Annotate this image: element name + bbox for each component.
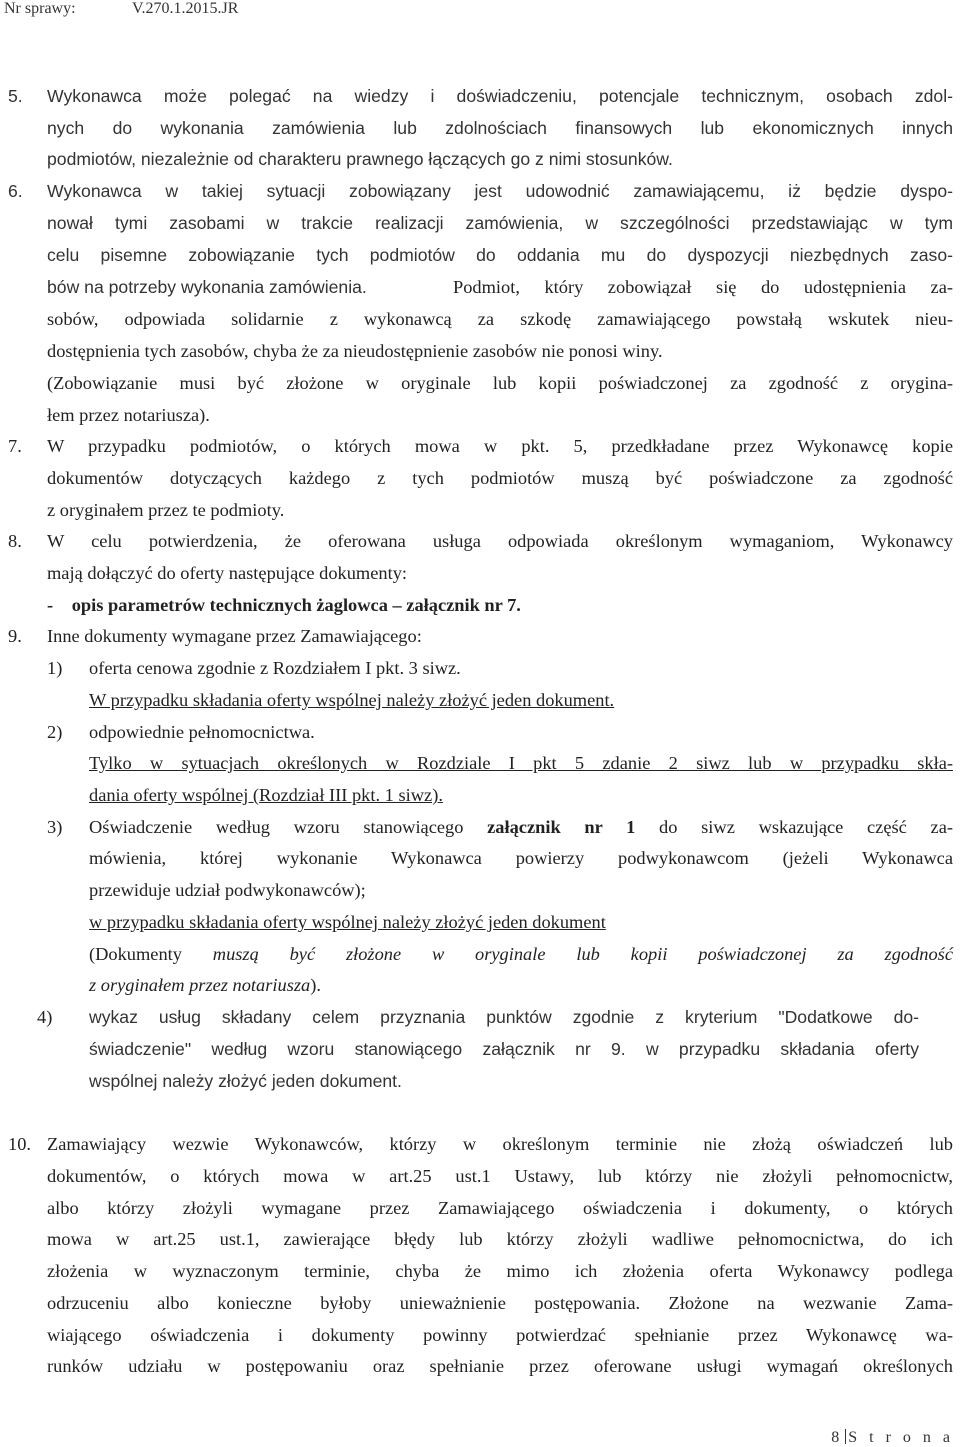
paragraph-line: bów na potrzeby wykonania zamówienia.	[47, 277, 367, 297]
list-item-note: dania oferty wspólnej (Rozdział III pkt. 1 siwz).	[89, 785, 443, 805]
paragraph-line: runków udziału w postępowaniu oraz spełnianie przez oferowane usługi wymagań określonych	[47, 1356, 953, 1376]
paragraph-line: mowa w art.25 ust.1, zawierające błędy lub którzy złożyli wadliwe pełnomocnictwa, do ich	[47, 1229, 953, 1249]
bullet-dash: -	[47, 595, 58, 615]
paragraph-line: podmiotów, niezależnie od charakteru prawnego łączących go z nimi stosunków.	[47, 149, 673, 169]
paragraph-line: W celu potwierdzenia, że oferowana usługa odpowiada określonym wymaganiom, Wykonawcy	[47, 531, 953, 551]
paragraph-line: wiającego oświadczenia i dokumenty powinny potwierdzać spełnianie przez Wykonawcę wa-	[47, 1325, 953, 1345]
paragraph-line: łem przez notariusza).	[47, 405, 210, 425]
list-item-text: mówienia, której wykonanie Wykonawca powierzy podwykonawcom (jeżeli Wykonawca	[89, 848, 953, 868]
paragraph-line: albo którzy złożyli wymagane przez Zamawiającego oświadczenia i dokumenty, o których	[47, 1198, 953, 1218]
paragraph-line: celu pisemne zobowiązanie tych podmiotów do oddania mu do dyspozycji niezbędnych zaso-	[47, 245, 953, 265]
list-item-text	[89, 812, 953, 843]
paragraph-number: 9.	[8, 626, 22, 646]
list-item-note: W przypadku składania oferty wspólnej należy złożyć jeden dokument.	[89, 690, 615, 710]
attachment-bullet	[47, 590, 521, 621]
list-item-text	[89, 939, 953, 970]
text-run: ).	[310, 975, 321, 995]
case-number: V.270.1.2015.JR	[132, 0, 239, 17]
list-item-text: wykaz usług składany celem przyznania punktów zgodnie z kryterium "Dodatkowe do-	[89, 1007, 919, 1027]
bullet-text: opis parametrów technicznych żaglowca – załącznik nr 7.	[71, 595, 521, 615]
page-number: 8	[831, 1429, 844, 1446]
paragraph-line: złożenia w wyznaczonym terminie, chyba że mimo ich złożenia oferta Wykonawcy podlega	[47, 1261, 953, 1281]
list-number: 1)	[47, 658, 63, 678]
case-label: Nr sprawy:	[4, 0, 76, 17]
paragraph-number: 6.	[8, 181, 23, 201]
list-item-text	[89, 970, 321, 1001]
paragraph-line: odrzuceniu albo konieczne byłoby unieważnienie postępowania. Złożone na wezwanie Zama-	[47, 1293, 953, 1313]
paragraph-line: z oryginałem przez te podmioty.	[47, 500, 285, 520]
list-item-text: oferta cenowa zgodnie z Rozdziałem I pkt. 3 siwz.	[89, 658, 461, 678]
list-number: 3)	[47, 817, 63, 837]
footer-separator	[845, 1429, 846, 1444]
text-run: (Dokumenty	[89, 944, 213, 964]
paragraph-line: Podmiot, który zobowiązał się do udostępnienia za-	[453, 277, 953, 297]
paragraph-line: dokumentów dotyczących każdego z tych podmiotów muszą być poświadczone za zgodność	[47, 468, 953, 488]
paragraph-number: 7.	[8, 436, 22, 456]
paragraph-line: nych do wykonania zamówienia lub zdolnościach finansowych lub ekonomicznych innych	[47, 118, 953, 138]
paragraph-line: nował tymi zasobami w trakcie realizacji zamówienia, w szczególności przedstawiając w tym	[47, 213, 953, 233]
list-number: 2)	[47, 722, 63, 742]
text-run: Oświadczenie według wzoru stanowiącego	[89, 817, 488, 837]
case-header	[4, 0, 239, 18]
list-item-text: świadczenie" według wzoru stanowiącego załącznik nr 9. w przypadku składania oferty	[89, 1039, 919, 1059]
text-run: muszą być złożone w oryginale lub kopii poświadczonej za zgodność	[212, 944, 954, 964]
paragraph-line: sobów, odpowiada solidarnie z wykonawcą za szkodę zamawiającego powstałą wskutek nieu-	[47, 309, 953, 329]
list-item-text: przewiduje udział podwykonawców);	[89, 880, 366, 900]
paragraph-line: dostępnienia tych zasobów, chyba że za nieudostępnienie zasobów nie ponosi winy.	[47, 341, 663, 361]
paragraph-number: 8.	[8, 531, 22, 551]
list-number: 4)	[37, 1007, 53, 1027]
text-run: do siwz wskazujące część za-	[635, 817, 953, 837]
paragraph-line: dokumentów, o których mowa w art.25 ust.1 Ustawy, lub którzy nie złożyli pełnomocnictw,	[47, 1166, 953, 1186]
attachment-ref: załącznik nr 1	[487, 817, 636, 837]
page-footer	[831, 1429, 954, 1447]
list-item-text: odpowiednie pełnomocnictwa.	[89, 722, 315, 742]
list-item-text: wspólnej należy złożyć jeden dokument.	[89, 1071, 402, 1091]
paragraph-line: W przypadku podmiotów, o których mowa w pkt. 5, przedkładane przez Wykonawcę kopie	[47, 436, 953, 456]
paragraph-number: 10.	[8, 1134, 31, 1154]
paragraph-line: Zamawiający wezwie Wykonawców, którzy w określonym terminie nie złożą oświadczeń lub	[47, 1134, 953, 1154]
list-item-note: Tylko w sytuacjach określonych w Rozdziale I pkt 5 zdanie 2 siwz lub w przypadku skła-	[89, 753, 953, 773]
paragraph-line: mają dołączyć do oferty następujące dokumenty:	[47, 563, 408, 583]
paragraph-line: Wykonawca może polegać na wiedzy i doświadczeniu, potencjale technicznym, osobach zdol-	[47, 86, 953, 106]
paragraph-line: Wykonawca w takiej sytuacji zobowiązany jest udowodnić zamawiającemu, iż będzie dyspo-	[47, 181, 953, 201]
list-item-note: w przypadku składania oferty wspólnej należy złożyć jeden dokument	[89, 912, 606, 932]
text-run: z oryginałem przez notariusza	[89, 975, 311, 995]
page-label: S t r o n a	[848, 1429, 954, 1446]
paragraph-number: 5.	[8, 86, 23, 106]
paragraph-line: Inne dokumenty wymagane przez Zamawiającego:	[47, 626, 422, 646]
paragraph-line: (Zobowiązanie musi być złożone w oryginale lub kopii poświadczonej za zgodność z orygina-	[47, 373, 953, 393]
